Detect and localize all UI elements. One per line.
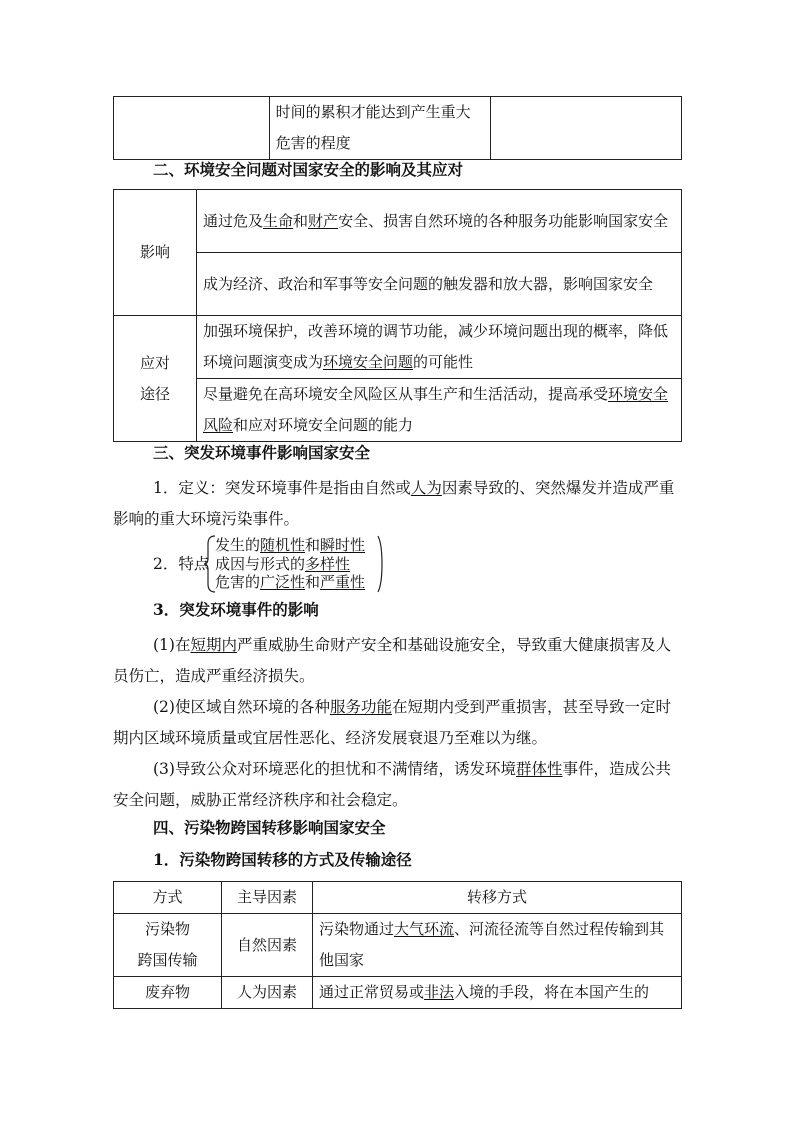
row1-desc: 污染物通过大气环流、河流径流等自然过程传输到其他国家 (313, 914, 682, 977)
section2-heading: 二、环境安全问题对国家安全的影响及其应对 (153, 160, 464, 179)
transfer-table (113, 881, 682, 1009)
response-row2: 尽量避免在高环境安全风险区从事生产和生活活动，提高承受环境安全风险和应对环境安全问题的能力 (197, 379, 682, 442)
impact-row2: 成为经济、政治和军事等安全问题的触发器和放大器，影响国家安全 (197, 253, 682, 316)
top-table-empty-cell-right (490, 97, 681, 160)
impact-item-3: (3)导致公众对环境恶化的担忧和不满情绪，诱发环境群体性事件，造成公共安全问题，威胁正常经济秩序和社会稳定。 (113, 760, 671, 809)
impact-row1: 通过危及生命和财产安全、损害自然环境的各种服务功能影响国家安全 (197, 190, 682, 253)
header-transfer: 转移方式 (313, 882, 682, 914)
response-label: 应对 途径 (114, 316, 197, 442)
impact-item-2: (2)使区域自然环境的各种服务功能在短期内受到严重损害，甚至导致一定时期内区域环境质量或宜居性恶化、经济发展衰退乃至难以为继。 (113, 698, 671, 747)
impact-response-table (113, 189, 682, 442)
response-row1: 加强环境保护，改善环境的调节功能，减少环境问题出现的概率，降低环境问题演变成为环境安全问题的可能性 (197, 316, 682, 379)
definition-paragraph: 1．定义：突发环境事件是指由自然或人为因素导致的、突然爆发并造成严重影响的重大环境污染事件。 (113, 479, 675, 528)
header-factor: 主导因素 (222, 882, 313, 914)
section4-subheading: 1．污染物跨国转移的方式及传输途径 (153, 850, 412, 869)
feature-item-1: 发生的随机性和瞬时性 (215, 536, 366, 554)
row1-way: 污染物 跨国传输 (114, 914, 222, 977)
top-table-line2: 危害的程度 (275, 134, 351, 152)
top-table-middle-cell (269, 97, 490, 160)
feature-item-3: 危害的广泛性和严重性 (215, 573, 366, 591)
impact-item-1: (1)在短期内严重威胁生命财产安全和基础设施安全，导致重大健康损害及人员伤亡，造成严重经济损失。 (113, 636, 671, 685)
impact-label: 影响 (114, 190, 197, 316)
row2-factor: 人为因素 (222, 977, 313, 1009)
header-way: 方式 (114, 882, 222, 914)
section4-heading: 四、污染物跨国转移影响国家安全 (153, 818, 386, 837)
section3-heading: 三、突发环境事件影响国家安全 (153, 443, 371, 462)
right-brace-icon (376, 534, 386, 594)
impact-heading: 3．突发环境事件的影响 (153, 600, 319, 619)
top-table-line1: 时间的累积才能达到产生重大 (275, 103, 471, 121)
feature-label: 2．特点 (153, 555, 210, 573)
row1-factor: 自然因素 (222, 914, 313, 977)
top-table-empty-cell-left (114, 97, 270, 160)
feature-item-2: 成因与形式的多样性 (215, 555, 351, 573)
row2-desc: 通过正常贸易或非法入境的手段，将在本国产生的 (313, 977, 682, 1009)
top-table (113, 96, 682, 160)
row2-way: 废弃物 (114, 977, 222, 1009)
